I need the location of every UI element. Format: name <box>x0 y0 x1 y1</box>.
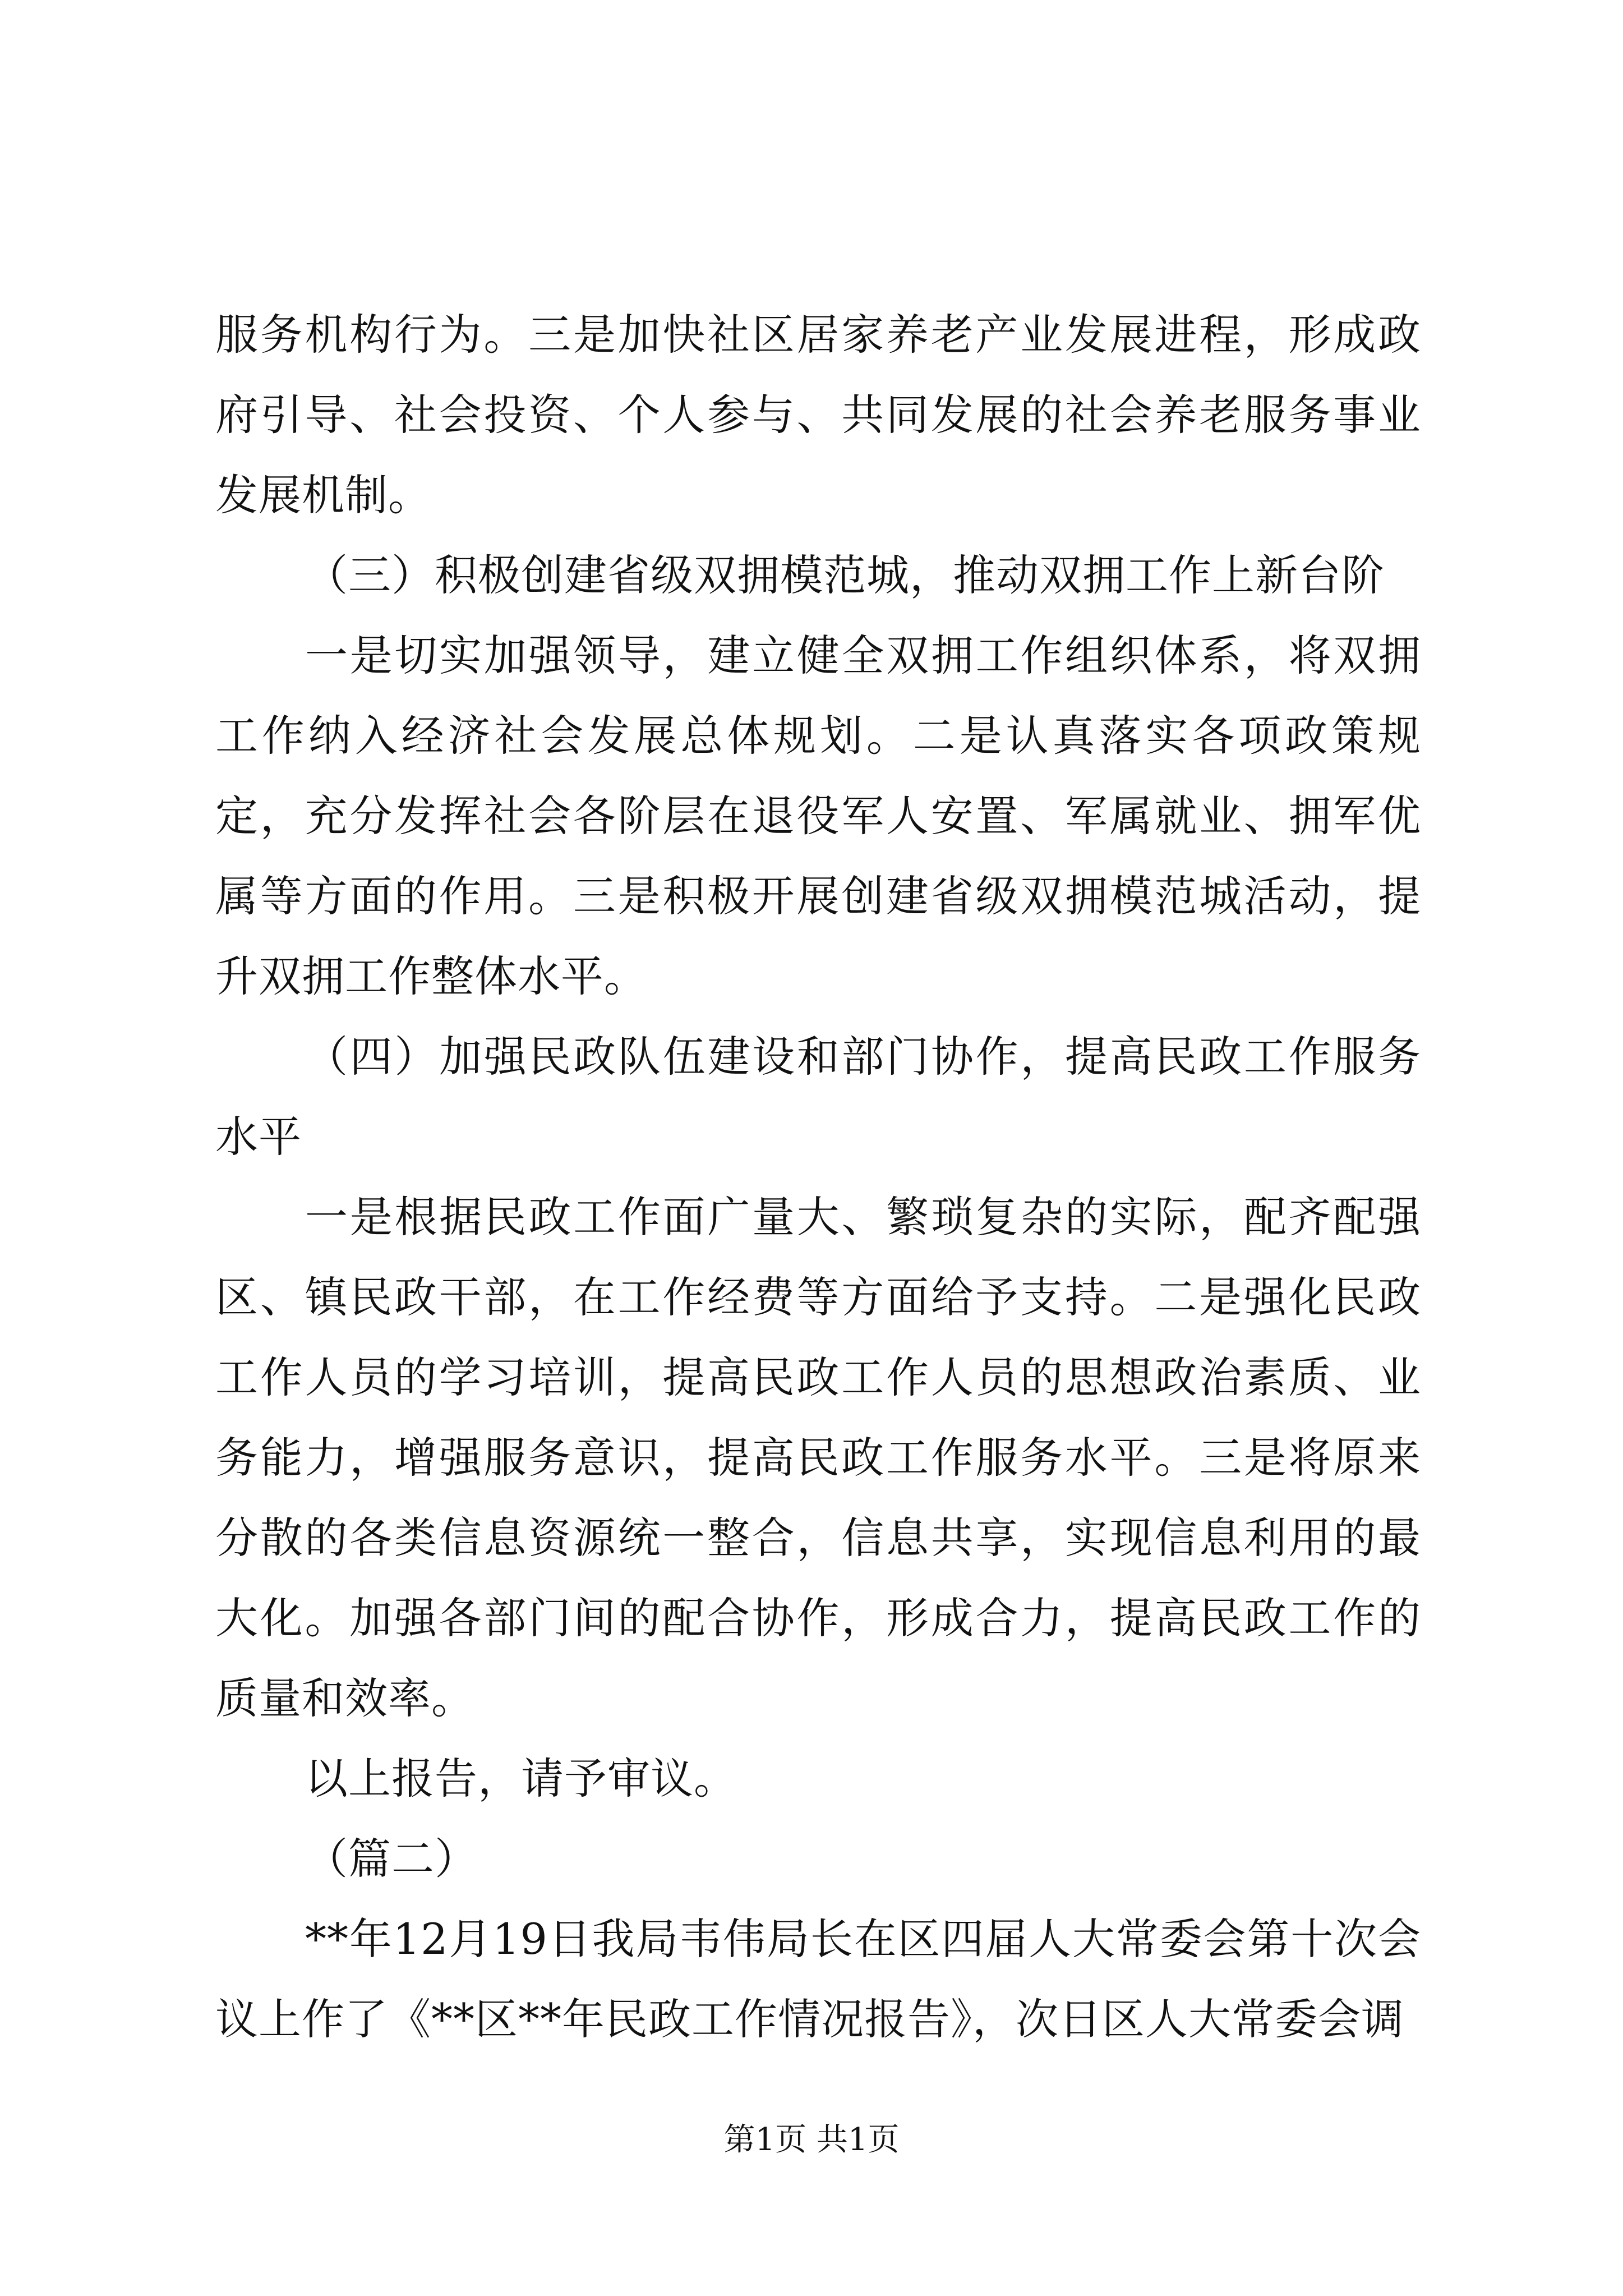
paragraph-report-closing: 以上报告，请予审议。 <box>305 1754 737 1803</box>
page-footer: 第1页 共1页 <box>723 2122 900 2158</box>
paragraph-part-two-intro: **年12月19日我局韦伟局长在区四届人大常委会第十次会议上作了《**区**年民政工作情况报告》，次日区人大常委会调 <box>215 1914 1421 2044</box>
paragraph-civil-affairs-team: 一是根据民政工作面广量大、繁琐复杂的实际，配齐配强区、镇民政干部，在工作经费等方面给予支持。二是强化民政工作人员的学习培训，提高民政工作人员的思想政治素质、业务能力，增强服务意识，提高民政工作服务水平。三是将原来分散的各类信息资源统一整合，信息共享，实现信息利用的最大化。加强各部门间的配合协作，形成合力，提高民政工作的质量和效率。 <box>215 1192 1421 1723</box>
section-heading-four: （四）加强民政队伍建设和部门协作，提高民政工作服务水平 <box>215 1032 1421 1162</box>
paragraph-double-support: 一是切实加强领导，建立健全双拥工作组织体系，将双拥工作纳入经济社会发展总体规划。二是认真落实各项政策规定，充分发挥社会各阶层在退役军人安置、军属就业、拥军优属等方面的作用。三是积极开展创建省级双拥模范城活动，提升双拥工作整体水平。 <box>215 631 1421 1001</box>
document-body <box>215 295 1421 2059</box>
section-heading-three: （三）积极创建省级双拥模范城，推动双拥工作上新台阶 <box>305 550 1385 600</box>
paragraph-elderly-care-mechanism: 服务机构行为。三是加快社区居家养老产业发展进程，形成政府引导、社会投资、个人参与、共同发展的社会养老服务事业发展机制。 <box>215 310 1421 520</box>
section-heading-part-two: （篇二） <box>305 1834 478 1884</box>
